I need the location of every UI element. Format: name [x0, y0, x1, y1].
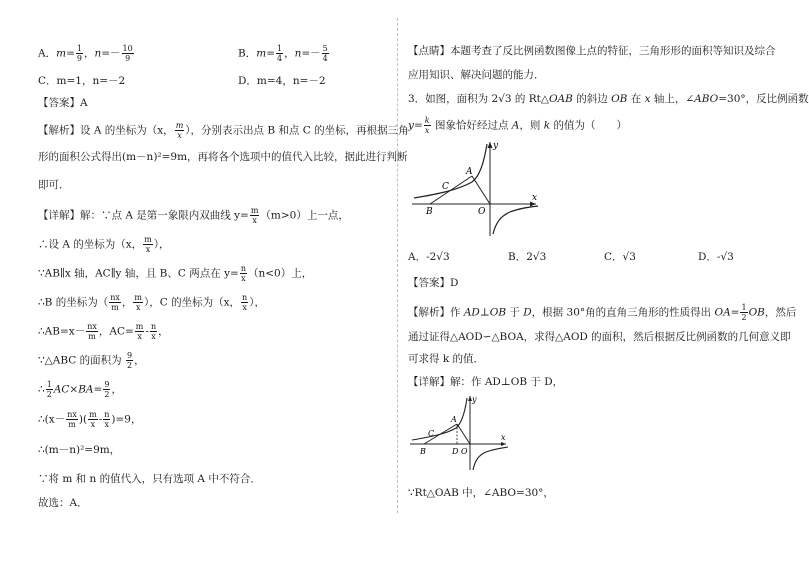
analysis-line-3: 即可．: [38, 179, 70, 191]
detail-line-4: ∴B 的坐标为（ $\frac{nx}{m}$ ， $\frac{m}{x}$ ），C 的坐标为（x， $\frac{n}{x}$ ），: [38, 293, 265, 312]
detail-line-7: ∴ $\frac{1}{2}$ AC×BA= $\frac{9}{2}$ ，: [38, 380, 122, 399]
comment-line-1: 【点睛】本题考查了反比例函数图像上点的特征，三角形形的面积等知识及综合: [408, 45, 776, 57]
detail-line-1: 【详解】解：∵点 A 是第一象限内双曲线 y= $\frac{m}{x}$ （m>0）上一点，: [38, 206, 349, 225]
figure-1: [408, 138, 558, 238]
option-c: C．m=1，n=－2: [38, 75, 126, 87]
question-3-line-1: 3．如图，面积为 2√3 的 Rt△OAB 的斜边 OB 在 x 轴上，∠ABO=30°，反比例函数: [408, 93, 809, 105]
figure-2: [408, 394, 518, 474]
detail-line-10: ∵将 m 和 n 的值代入，只有选项 A 中不符合．: [38, 473, 261, 485]
point-a-label-2: A: [451, 415, 457, 424]
x-axis-label: x: [532, 193, 538, 203]
option-a: A．m= $\frac{1}{9}$ ，n=－ $\frac{10}{9}$: [38, 44, 133, 63]
question-3-line-2: y= $\frac{k}{x}$ 图象恰好经过点 A，则 k 的值为（ ）: [408, 116, 627, 135]
detail-line-6: ∵△ABC 的面积为 $\frac{9}{2}$ ，: [38, 351, 145, 370]
option-d: D．m=4，n=－2: [238, 75, 326, 87]
analysis-line-1: 【解析】作 AD⊥OB 于 D，根据 30°角的直角三角形的性质得出 OA= $\frac{1}{2}$ OB，然后: [408, 303, 797, 322]
point-d-label-2: D: [452, 447, 459, 456]
column-divider: [397, 18, 398, 513]
detail-line-2: ∵Rt△OAB 中，∠ABO=30°，: [408, 487, 554, 499]
answer-label: 【答案】A: [38, 97, 88, 109]
point-b-label: B: [426, 207, 433, 217]
detail-line-8: ∴(x－ $\frac{nx}{m}$ )( $\frac{m}{x}$ - $\frac{n}{x}$ )=9，: [38, 410, 142, 429]
y-axis-label-2: y: [472, 395, 477, 404]
detail-line-5: ∴AB=x－ $\frac{nx}{m}$ ，AC= $\frac{m}{x}$ - $\frac{n}{x}$ ，: [38, 322, 169, 341]
point-b-label-2: B: [420, 447, 426, 456]
answer-label: 【答案】D: [408, 277, 459, 289]
detail-line-2: ∴设 A 的坐标为（x， $\frac{m}{x}$ ），: [38, 235, 170, 254]
option-c: C．√3: [604, 251, 636, 263]
option-b: B．2√3: [508, 251, 547, 263]
comment-line-2: 应用知识、解决问题的能力．: [408, 69, 545, 81]
option-d: D．-√3: [698, 251, 734, 263]
point-c-label: C: [442, 182, 449, 192]
x-axis-label-2: x: [501, 433, 506, 442]
analysis-line-2: 形的面积公式得出(m－n)²=9m，再将各个选项中的值代入比较，据此进行判断: [38, 151, 408, 163]
detail-line-1: 【详解】解：作 AD⊥OB 于 D，: [408, 376, 564, 388]
point-o-label-2: O: [461, 447, 468, 456]
option-a: A．-2√3: [408, 251, 450, 263]
point-o-label: O: [478, 207, 486, 217]
analysis-line-1: 【解析】设 A 的坐标为（x， $\frac{m}{x}$ ），分别表示出点 B 和点 C 的坐标，再根据三角: [38, 121, 409, 140]
detail-line-11: 故选：A．: [38, 497, 88, 509]
point-a-label: A: [466, 167, 473, 177]
detail-line-9: ∴(m－n)²=9m，: [38, 444, 121, 456]
point-c-label-2: C: [428, 429, 435, 438]
option-b: B．m= $\frac{1}{4}$ ，n=－ $\frac{5}{4}$: [238, 44, 328, 63]
y-axis-label: y: [493, 141, 499, 151]
analysis-line-2: 通过证得△AOD∽△BOA，求得△AOD 的面积，然后根据反比例函数的几何意义即: [408, 331, 791, 343]
detail-line-3: ∵AB∥x 轴，AC∥y 轴，且 B、C 两点在 y= $\frac{n}{x}$ （n<0）上，: [38, 264, 313, 283]
analysis-line-3: 可求得 k 的值．: [408, 353, 485, 365]
